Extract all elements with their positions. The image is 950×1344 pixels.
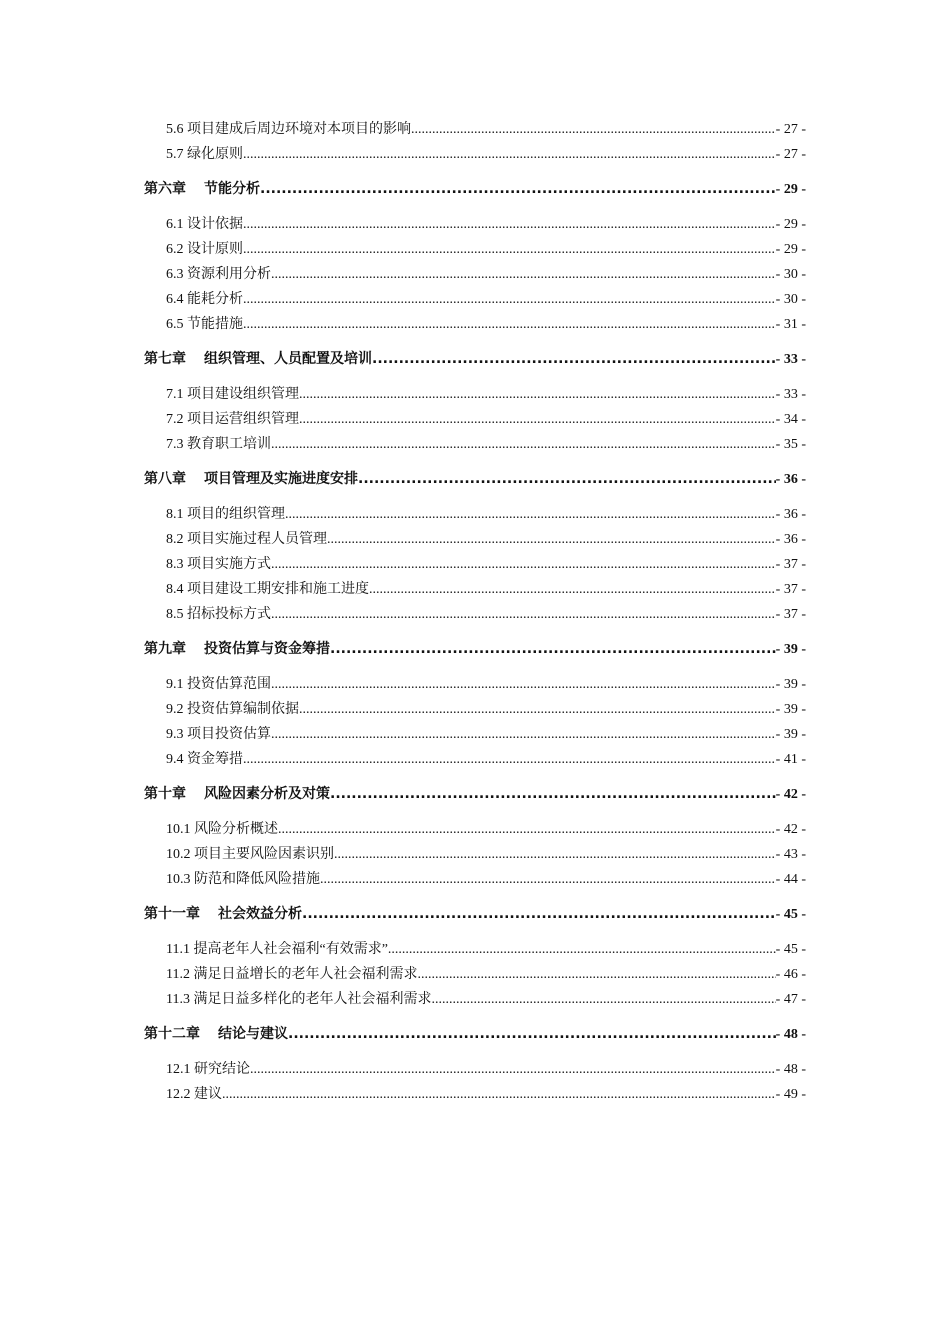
toc-section-title: 12.2 建议 bbox=[166, 1087, 222, 1102]
table-of-contents bbox=[144, 117, 806, 1107]
toc-section-entry[interactable] bbox=[144, 527, 806, 552]
toc-page-number: - 27 - bbox=[775, 147, 806, 162]
toc-chapter-heading bbox=[144, 347, 372, 372]
toc-section-title: 10.2 项目主要风险因素识别 bbox=[166, 847, 334, 862]
toc-dot-leader bbox=[411, 117, 776, 142]
toc-chapter-title: 结论与建议 bbox=[218, 1026, 288, 1042]
toc-page-number: - 30 - bbox=[775, 292, 806, 307]
toc-chapter-title: 节能分析 bbox=[204, 181, 260, 197]
toc-dot-leader bbox=[278, 817, 776, 842]
toc-section-title: 8.5 招标投标方式 bbox=[166, 607, 271, 622]
toc-section-title: 9.3 项目投资估算 bbox=[166, 727, 271, 742]
toc-section-entry[interactable] bbox=[144, 312, 806, 337]
toc-section-entry[interactable] bbox=[144, 842, 806, 867]
toc-chapter-entry[interactable] bbox=[144, 637, 806, 662]
toc-section-entry[interactable] bbox=[144, 552, 806, 577]
toc-chapter-entry[interactable] bbox=[144, 1022, 806, 1047]
toc-dot-leader bbox=[222, 1082, 776, 1107]
toc-page-number: - 45 - bbox=[775, 907, 806, 922]
toc-page-number: - 46 - bbox=[775, 967, 806, 982]
toc-section-entry[interactable] bbox=[144, 697, 806, 722]
toc-dot-leader bbox=[299, 407, 776, 432]
toc-chapter-title: 投资估算与资金筹措 bbox=[204, 641, 330, 657]
toc-section-title: 11.1 提高老年人社会福利“有效需求” bbox=[166, 942, 388, 957]
toc-page-number: - 48 - bbox=[775, 1027, 806, 1042]
toc-section-title: 8.1 项目的组织管理 bbox=[166, 507, 285, 522]
toc-section-title: 7.3 教育职工培训 bbox=[166, 437, 271, 452]
toc-section-title: 6.4 能耗分析 bbox=[166, 292, 243, 307]
toc-page-number: - 39 - bbox=[775, 642, 806, 657]
toc-section-entry[interactable] bbox=[144, 722, 806, 747]
toc-section-title: 8.4 项目建设工期安排和施工进度 bbox=[166, 582, 369, 597]
toc-dot-leader bbox=[243, 142, 776, 167]
toc-chapter-title: 社会效益分析 bbox=[218, 906, 302, 922]
toc-section-entry[interactable] bbox=[144, 602, 806, 627]
toc-dot-leader bbox=[327, 527, 776, 552]
toc-chapter-entry[interactable] bbox=[144, 467, 806, 492]
toc-chapter-entry[interactable] bbox=[144, 782, 806, 807]
toc-chapter-heading bbox=[144, 637, 330, 662]
toc-dot-leader bbox=[302, 902, 776, 927]
toc-section-title: 6.1 设计依据 bbox=[166, 217, 243, 232]
toc-section-title: 9.2 投资估算编制依据 bbox=[166, 702, 299, 717]
toc-section-title: 10.3 防范和降低风险措施 bbox=[166, 872, 320, 887]
toc-chapter-title: 风险因素分析及对策 bbox=[204, 786, 330, 802]
toc-dot-leader bbox=[260, 177, 776, 202]
toc-section-entry[interactable] bbox=[144, 382, 806, 407]
toc-page-number: - 37 - bbox=[775, 557, 806, 572]
toc-section-title: 12.1 研究结论 bbox=[166, 1062, 250, 1077]
toc-chapter-number: 第十一章 bbox=[144, 906, 200, 922]
toc-dot-leader bbox=[243, 312, 776, 337]
toc-dot-leader bbox=[431, 987, 775, 1012]
toc-section-entry[interactable] bbox=[144, 287, 806, 312]
toc-chapter-number: 第十章 bbox=[144, 786, 186, 802]
toc-section-entry[interactable] bbox=[144, 1057, 806, 1082]
toc-dot-leader bbox=[417, 962, 775, 987]
toc-dot-leader bbox=[334, 842, 776, 867]
toc-section-entry[interactable] bbox=[144, 237, 806, 262]
toc-page-number: - 27 - bbox=[775, 122, 806, 137]
toc-page-number: - 39 - bbox=[775, 702, 806, 717]
toc-dot-leader bbox=[271, 262, 776, 287]
toc-page-number: - 48 - bbox=[775, 1062, 806, 1077]
toc-chapter-heading bbox=[144, 467, 358, 492]
toc-chapter-heading bbox=[144, 177, 260, 202]
toc-section-title: 5.6 项目建成后周边环境对本项目的影响 bbox=[166, 122, 411, 137]
toc-section-title: 10.1 风险分析概述 bbox=[166, 822, 278, 837]
toc-chapter-number: 第八章 bbox=[144, 471, 186, 487]
toc-chapter-entry[interactable] bbox=[144, 177, 806, 202]
toc-chapter-heading bbox=[144, 782, 330, 807]
toc-section-title: 8.2 项目实施过程人员管理 bbox=[166, 532, 327, 547]
toc-section-title: 5.7 绿化原则 bbox=[166, 147, 243, 162]
toc-section-entry[interactable] bbox=[144, 142, 806, 167]
toc-page-number: - 47 - bbox=[775, 992, 806, 1007]
toc-dot-leader bbox=[388, 937, 776, 962]
toc-page-number: - 29 - bbox=[775, 242, 806, 257]
toc-dot-leader bbox=[372, 347, 776, 372]
toc-chapter-number: 第十二章 bbox=[144, 1026, 200, 1042]
toc-dot-leader bbox=[320, 867, 776, 892]
toc-section-entry[interactable] bbox=[144, 962, 806, 987]
toc-page-number: - 36 - bbox=[775, 507, 806, 522]
toc-section-title: 6.2 设计原则 bbox=[166, 242, 243, 257]
toc-page-number: - 34 - bbox=[775, 412, 806, 427]
toc-section-title: 9.4 资金筹措 bbox=[166, 752, 243, 767]
toc-section-entry[interactable] bbox=[144, 502, 806, 527]
toc-dot-leader bbox=[271, 602, 776, 627]
toc-section-entry[interactable] bbox=[144, 747, 806, 772]
toc-page-number: - 42 - bbox=[775, 787, 806, 802]
toc-section-title: 6.3 资源利用分析 bbox=[166, 267, 271, 282]
toc-chapter-entry[interactable] bbox=[144, 902, 806, 927]
toc-chapter-heading bbox=[144, 902, 302, 927]
toc-dot-leader bbox=[271, 722, 776, 747]
toc-dot-leader bbox=[271, 672, 776, 697]
toc-chapter-entry[interactable] bbox=[144, 347, 806, 372]
toc-section-entry[interactable] bbox=[144, 937, 806, 962]
toc-section-title: 7.2 项目运营组织管理 bbox=[166, 412, 299, 427]
toc-section-title: 7.1 项目建设组织管理 bbox=[166, 387, 299, 402]
toc-section-entry[interactable] bbox=[144, 212, 806, 237]
toc-dot-leader bbox=[330, 637, 776, 662]
toc-dot-leader bbox=[243, 237, 776, 262]
toc-section-entry[interactable] bbox=[144, 432, 806, 457]
toc-dot-leader bbox=[250, 1057, 776, 1082]
toc-page-number: - 42 - bbox=[775, 822, 806, 837]
toc-dot-leader bbox=[243, 212, 776, 237]
toc-page-number: - 44 - bbox=[775, 872, 806, 887]
toc-section-entry[interactable] bbox=[144, 262, 806, 287]
toc-dot-leader bbox=[243, 287, 776, 312]
toc-dot-leader bbox=[243, 747, 776, 772]
toc-dot-leader bbox=[288, 1022, 776, 1047]
toc-chapter-title: 项目管理及实施进度安排 bbox=[204, 471, 358, 487]
toc-chapter-title: 组织管理、人员配置及培训 bbox=[204, 351, 372, 367]
toc-page-number: - 30 - bbox=[775, 267, 806, 282]
toc-page-number: - 41 - bbox=[775, 752, 806, 767]
toc-dot-leader bbox=[369, 577, 776, 602]
toc-chapter-number: 第六章 bbox=[144, 181, 186, 197]
toc-dot-leader bbox=[299, 697, 776, 722]
toc-section-entry[interactable] bbox=[144, 867, 806, 892]
toc-chapter-number: 第九章 bbox=[144, 641, 186, 657]
toc-section-title: 8.3 项目实施方式 bbox=[166, 557, 271, 572]
toc-page-number: - 45 - bbox=[775, 942, 806, 957]
toc-page-number: - 39 - bbox=[775, 727, 806, 742]
toc-dot-leader bbox=[271, 432, 776, 457]
toc-dot-leader bbox=[271, 552, 776, 577]
toc-chapter-number: 第七章 bbox=[144, 351, 186, 367]
toc-page-number: - 31 - bbox=[775, 317, 806, 332]
toc-dot-leader bbox=[299, 382, 776, 407]
toc-section-entry[interactable] bbox=[144, 672, 806, 697]
toc-section-title: 6.5 节能措施 bbox=[166, 317, 243, 332]
toc-chapter-heading bbox=[144, 1022, 288, 1047]
toc-dot-leader bbox=[358, 467, 776, 492]
toc-page-number: - 43 - bbox=[775, 847, 806, 862]
toc-page-number: - 36 - bbox=[775, 532, 806, 547]
toc-page-number: - 37 - bbox=[775, 582, 806, 597]
toc-section-title: 9.1 投资估算范围 bbox=[166, 677, 271, 692]
toc-dot-leader bbox=[285, 502, 776, 527]
toc-section-title: 11.3 满足日益多样化的老年人社会福利需求 bbox=[166, 992, 432, 1007]
toc-section-entry[interactable] bbox=[144, 117, 806, 142]
toc-page-number: - 37 - bbox=[775, 607, 806, 622]
toc-page-number: - 49 - bbox=[775, 1087, 806, 1102]
toc-section-entry[interactable] bbox=[144, 817, 806, 842]
toc-section-entry[interactable] bbox=[144, 987, 806, 1012]
toc-dot-leader bbox=[330, 782, 776, 807]
toc-page-number: - 39 - bbox=[775, 677, 806, 692]
toc-section-title: 11.2 满足日益增长的老年人社会福利需求 bbox=[166, 967, 418, 982]
toc-page-number: - 29 - bbox=[775, 217, 806, 232]
toc-page-number: - 35 - bbox=[775, 437, 806, 452]
toc-page-number: - 29 - bbox=[775, 182, 806, 197]
toc-page-number: - 36 - bbox=[775, 472, 806, 487]
toc-page-number: - 33 - bbox=[775, 387, 806, 402]
toc-section-entry[interactable] bbox=[144, 407, 806, 432]
toc-section-entry[interactable] bbox=[144, 1082, 806, 1107]
toc-page-number: - 33 - bbox=[775, 352, 806, 367]
toc-section-entry[interactable] bbox=[144, 577, 806, 602]
